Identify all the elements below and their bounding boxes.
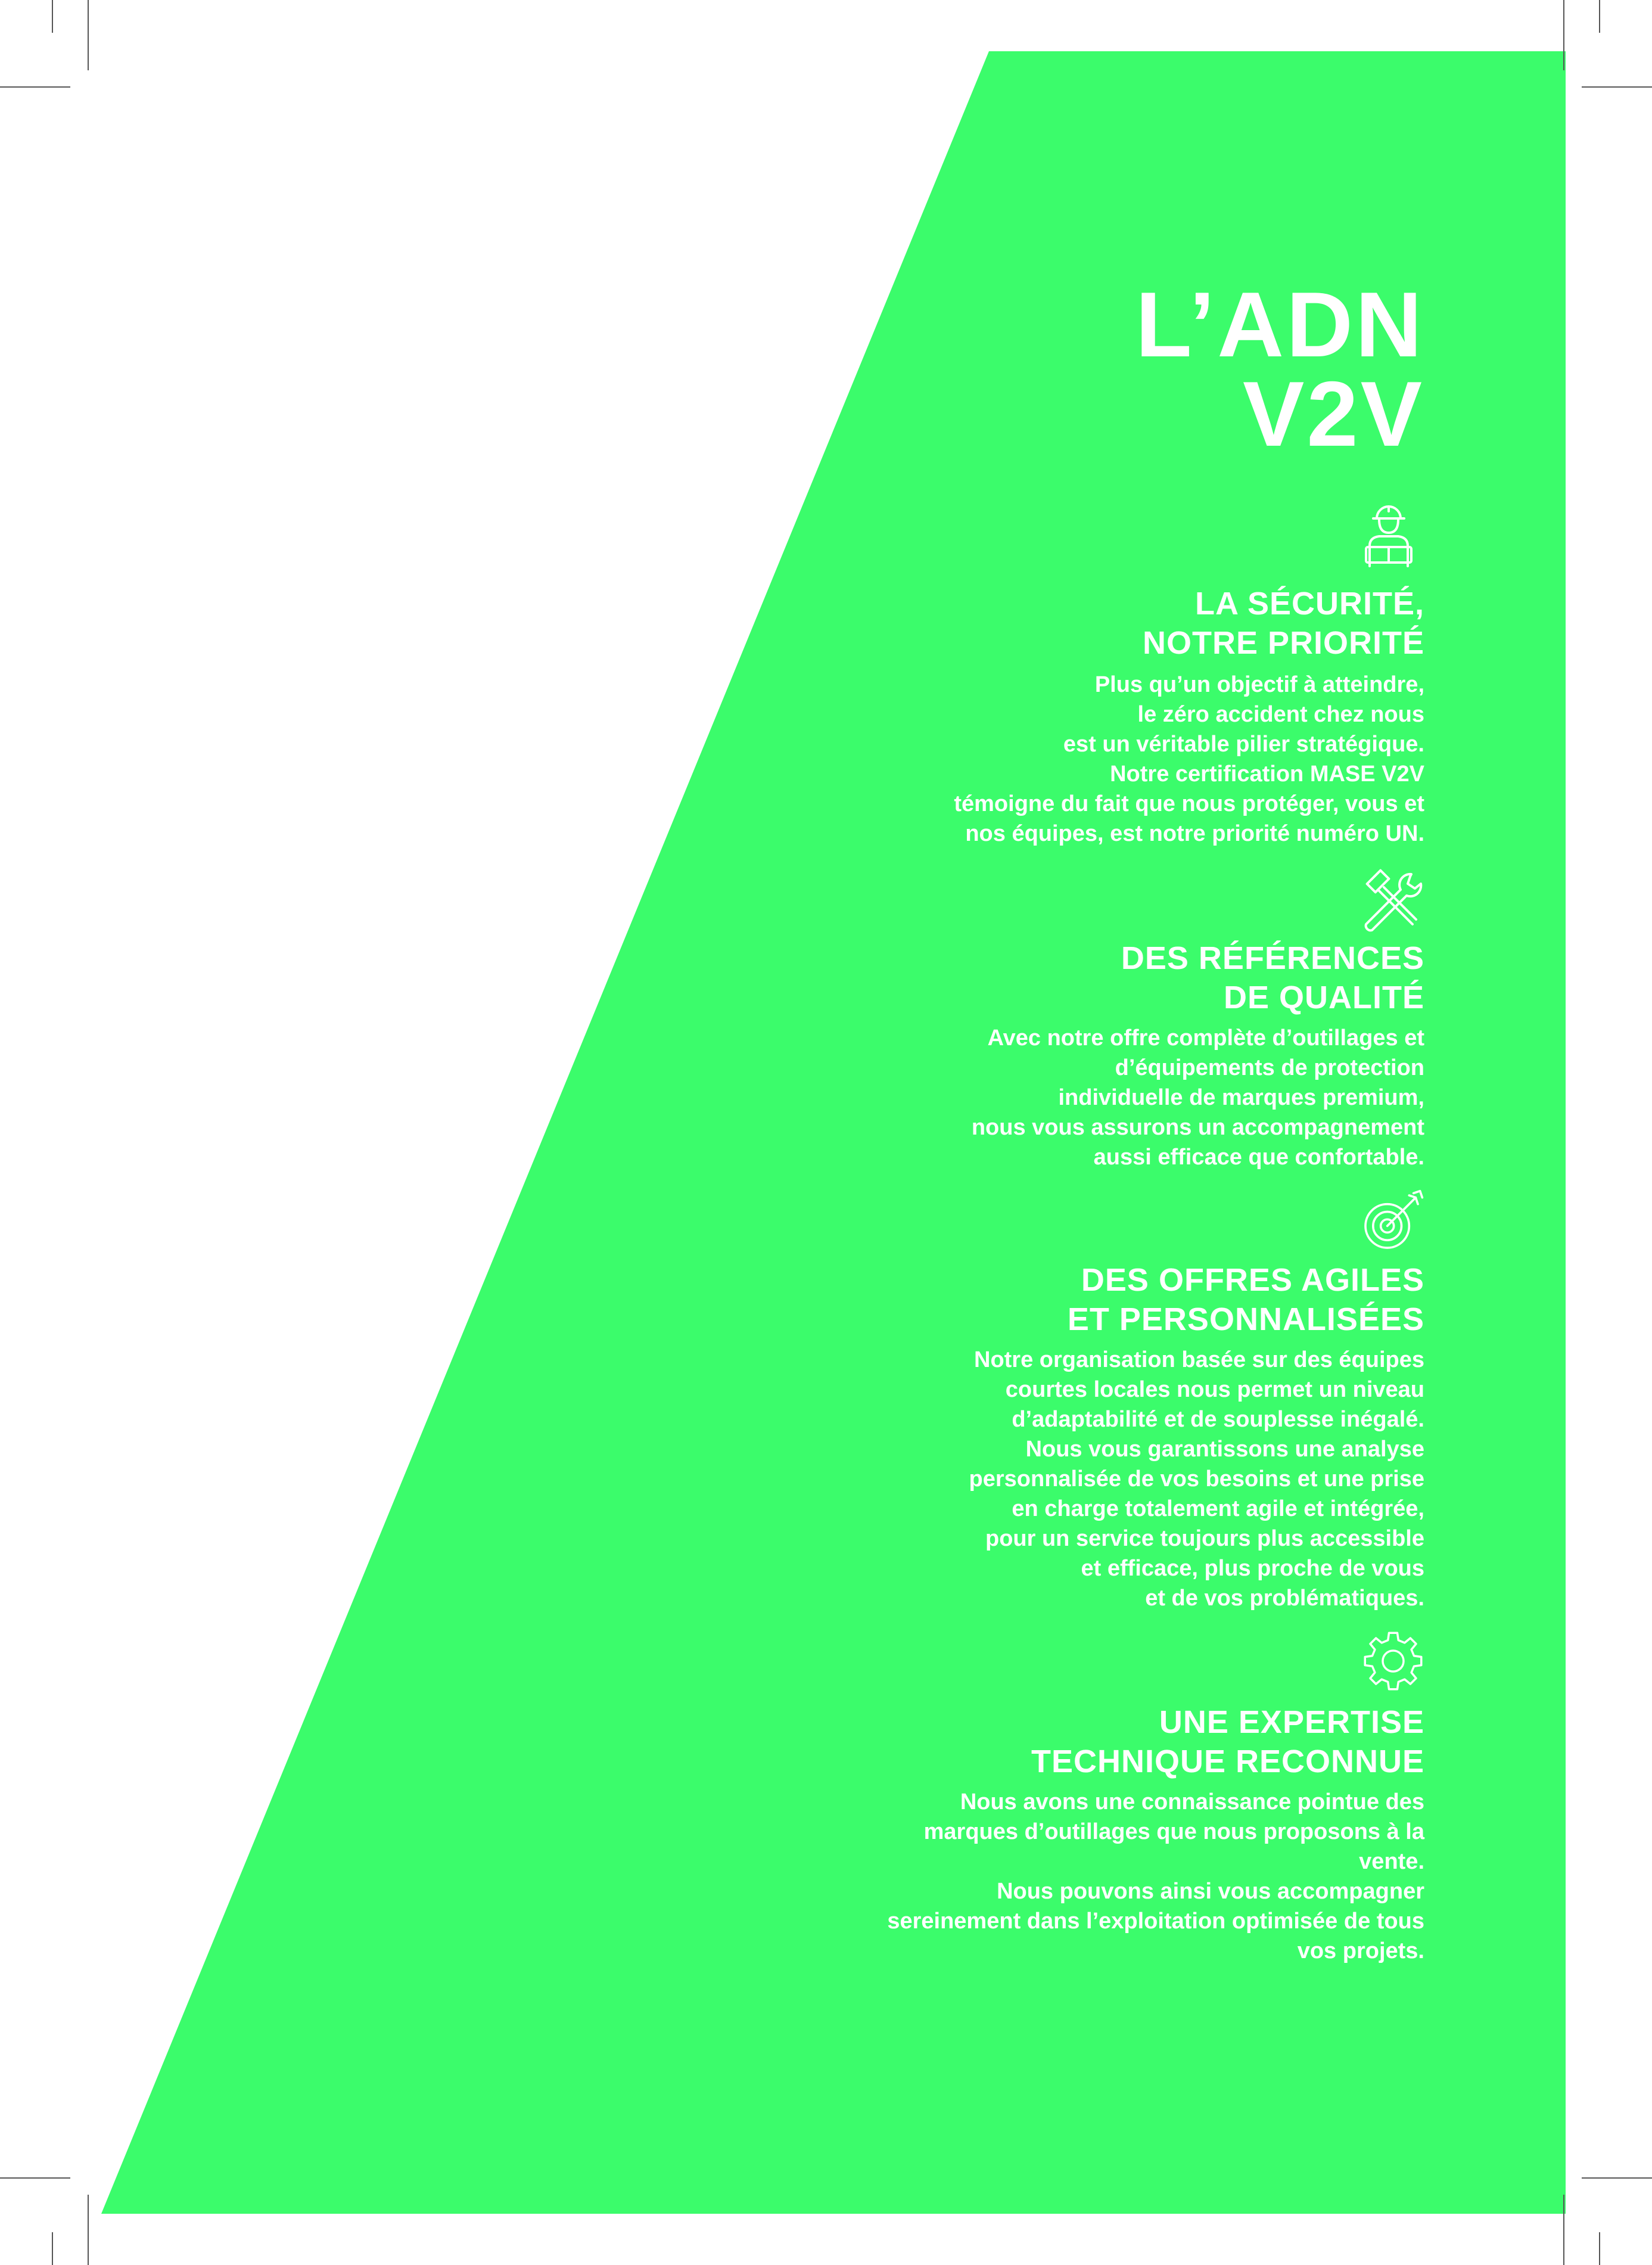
page-title [829,273,1424,465]
heading-line: LA SÉCURITÉ, [1194,586,1424,622]
body-line: et efficace, plus proche de vous [1081,1556,1424,1581]
body-line: sereinement dans l’exploitation optimisée de tous [887,1909,1424,1934]
title-line-1: L’ADN [1135,273,1424,376]
body-line: individuelle de marques premium, [1058,1085,1424,1110]
section-heading [531,1702,1424,1781]
worker-helmet-icon [1353,495,1424,566]
section-body [531,1345,1424,1613]
body-line: est un véritable pilier stratégique. [1063,732,1424,757]
heading-line: TECHNIQUE RECONNUE [1031,1744,1424,1779]
body-line: nos équipes, est notre priorité numéro UN. [965,821,1424,846]
section-body [531,670,1424,849]
body-line: courtes locales nous permet un niveau [1005,1377,1424,1402]
section-body [531,1023,1424,1172]
body-line: en charge totalement agile et intégrée, [1012,1496,1424,1521]
body-line: Nous pouvons ainsi vous accompagner [997,1879,1424,1904]
body-line: Notre organisation basée sur des équipes [974,1347,1424,1372]
body-line: personnalisée de vos besoins et une prise [969,1466,1424,1492]
heading-line: UNE EXPERTISE [1159,1704,1424,1740]
body-line: Nous vous garantissons une analyse [1025,1437,1424,1462]
body-line: aussi efficace que confortable. [1093,1145,1424,1170]
heading-line: DES RÉFÉRENCES [1121,940,1424,976]
body-line: vos projets. [1297,1938,1424,1963]
body-line: Plus qu’un objectif à atteindre, [1094,672,1424,697]
body-line: marques d’outillages que nous proposons à la [923,1819,1424,1844]
body-line: d’adaptabilité et de souplesse inégalé. [1012,1407,1424,1432]
body-line: nous vous assurons un accompagnement [971,1115,1424,1140]
heading-line: ET PERSONNALISÉES [1067,1301,1424,1337]
section-heading [531,939,1424,1017]
body-line: d’équipements de protection [1115,1055,1424,1080]
body-line: Notre certification MASE V2V [1110,762,1424,787]
body-line: témoigne du fait que nous protéger, vous et [954,791,1424,816]
heading-line: DES OFFRES AGILES [1081,1262,1424,1298]
body-line: Nous avons une connaissance pointue des [960,1789,1424,1815]
body-line: vente. [1359,1849,1424,1874]
title-line-2: V2V [1243,362,1424,465]
body-line: Avec notre offre complète d’outillages et [987,1026,1424,1051]
body-line: le zéro accident chez nous [1137,702,1424,727]
section-body [531,1787,1424,1966]
gear-icon [1362,1630,1424,1692]
heading-line: DE QUALITÉ [1223,980,1424,1015]
section-heading [531,1260,1424,1339]
heading-line: NOTRE PRIORITÉ [1142,625,1424,661]
section-heading [531,584,1424,663]
hammer-wrench-icon [1353,867,1424,939]
target-icon [1359,1189,1424,1254]
body-line: et de vos problématiques. [1145,1586,1424,1611]
body-line: pour un service toujours plus accessible [985,1526,1424,1551]
